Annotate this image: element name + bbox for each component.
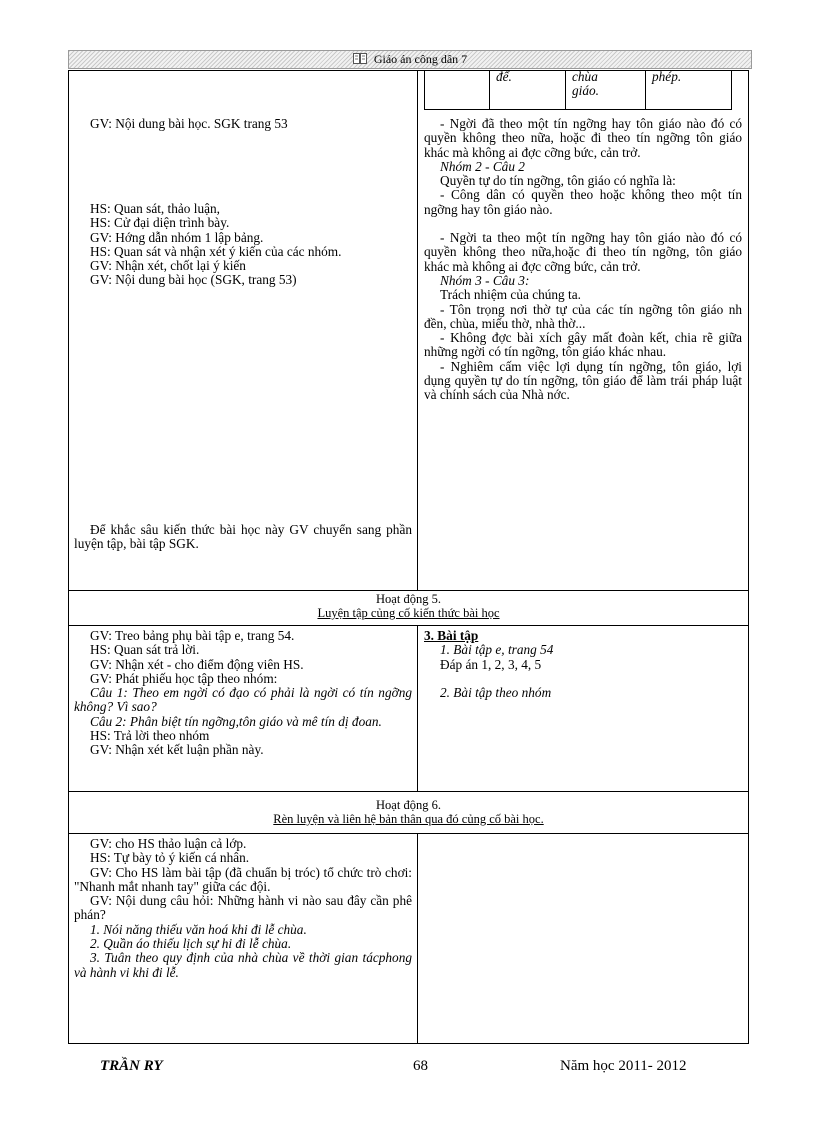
footer-author: TRẦN RY (100, 1058, 163, 1074)
text-line: GV: Cho HS làm bài tập (đã chuẩn bị tróc) tổ chức trò chơi: "Nhanh mắt nhanh tay" giữa các đội. (74, 864, 412, 894)
text-line: HS: Quan sát và nhận xét ý kiến của các nhóm. (90, 243, 342, 259)
top-mini-table (424, 70, 732, 110)
text-line: - Tôn trọng nơi thờ tự của các tín ngỡng tôn giáo nh đền, chùa, miếu thờ, nhà thờ... (424, 301, 742, 331)
answer-line: Đáp án 1, 2, 3, 4, 5 (440, 656, 542, 672)
group-heading: Nhóm 2 - Câu 2 (440, 158, 525, 174)
column-divider (417, 833, 418, 1044)
text-line: HS: Quan sát, thảo luận, (90, 201, 220, 216)
text-line: HS: Tự bày tỏ ý kiến cá nhân. (90, 850, 250, 866)
activity5-title: Hoạt động 5. (376, 592, 441, 606)
question-line: Câu 1: Theo em ngời có đạo có phải là ngời có tín ngỡng không? Vì sao? (74, 685, 412, 715)
exercise-item: 2. Bài tập theo nhóm (440, 684, 552, 700)
footer-school-year: Năm học 2011- 2012 (560, 1058, 687, 1074)
block3-left (74, 837, 412, 980)
column-divider (417, 625, 418, 791)
option-line: 1. Nói năng thiếu văn hoá khi đi lễ chùa. (90, 921, 307, 937)
text-line: - Nghiêm cấm việc lợi dụng tín ngỡng, tôn giáo, lợi dụng quyền tự do tín ngỡng, tôn giáo để làm trái pháp luật và chính sách của Nhà nớc. (424, 358, 742, 403)
block1-left-transition (74, 523, 412, 552)
mini-table-cell: đế. (489, 70, 565, 110)
block1-right (424, 117, 742, 403)
activity5-heading (68, 592, 749, 620)
text-line: HS: Quan sát trả lời. (90, 642, 200, 658)
text-line: GV: cho HS thảo luận cả lớp. (90, 836, 247, 851)
block2-left (74, 629, 412, 758)
text-line: Quyền tự do tín ngỡng, tôn giáo có nghĩa là: (440, 173, 676, 189)
text-line: GV: Nhận xét kết luận phần này. (90, 742, 264, 758)
row-divider (68, 833, 749, 834)
text-line: HS: Trả lời theo nhóm (90, 728, 210, 744)
section-title: 3. Bài tập (424, 628, 479, 643)
row-divider (68, 590, 749, 591)
block1-left (74, 117, 412, 131)
text-line: GV: Nhận xét - cho điểm động viên HS. (90, 656, 304, 672)
text-line: GV: Nội dung bài học. SGK trang 53 (90, 116, 288, 131)
text-line: - Không đợc bài xích gây mất đoàn kết, chia rẽ giữa những ngời có tín ngỡng, tôn giáo khác nhau. (424, 330, 742, 360)
text-line: Để khắc sâu kiến thức bài học này GV chuyển sang phần luyện tập, bài tập SGK. (74, 522, 412, 552)
activity6-heading (68, 798, 749, 826)
text-line: Trách nhiệm của chúng ta. (440, 287, 581, 303)
block1-left-group (74, 202, 412, 288)
document-header (68, 50, 752, 69)
activity6-subtitle: Rèn luyện và liên hệ bản thân qua đó củng cố bài học. (273, 812, 544, 826)
option-line: 2. Quần áo thiếu lịch sự hi đi lễ chùa. (90, 936, 292, 952)
column-divider (417, 70, 418, 590)
page-number: 68 (413, 1058, 428, 1074)
text-line: - Công dân có quyền theo hoặc không theo một tín ngỡng hay tôn giáo nào. (424, 187, 742, 217)
group-heading: Nhóm 3 - Câu 3: (440, 272, 530, 288)
activity6-title: Hoạt động 6. (376, 798, 441, 812)
text-line: - Ngời ta theo một tín ngỡng hay tôn giáo nào đó có quyền không theo nữa,hoặc đi theo tín ngỡng, tôn giáo khác mà không ai đợc cỡng bức, cản trở. (424, 230, 742, 274)
text-line: GV: Treo bảng phụ bài tập e, trang 54. (90, 628, 295, 643)
question-line: Câu 2: Phân biệt tín ngỡng,tôn giáo và mê tín dị đoan. (90, 713, 382, 729)
row-divider (68, 791, 749, 792)
activity5-subtitle: Luyện tập củng cố kiến thức bài học (317, 606, 500, 620)
mini-table-cell: phép. (645, 70, 733, 110)
row-divider (68, 625, 749, 626)
block2-right (424, 629, 742, 700)
text-line: GV: Hớng dẫn nhóm 1 lập bảng. (90, 229, 264, 245)
book-icon (353, 53, 367, 64)
text-line: GV: Phát phiếu học tập theo nhóm: (90, 670, 278, 686)
text-line: GV: Nội dung bài học (SGK, trang 53) (90, 272, 297, 288)
option-line: 3. Tuân theo quy định của nhà chùa về thời gian tácphong và hành vi khi đi lễ. (74, 950, 412, 980)
exercise-item: 1. Bài tập e, trang 54 (440, 642, 554, 658)
text-line: - Ngời đã theo một tín ngỡng hay tôn giáo nào đó có quyền không theo nữa, hoặc đi theo tín ngỡng tôn giáo khác mà không ai đợc cỡng bức, cản trở. (424, 116, 742, 160)
text-line: GV: Nhận xét, chốt lại ý kiến (90, 258, 246, 274)
text-line: HS: Cử đại diện trình bày. (90, 215, 230, 231)
text-line: GV: Nội dung câu hỏi: Những hành vi nào sau đây cần phê phán? (74, 893, 412, 923)
mini-table-cell: chùa giáo. (565, 70, 645, 110)
header-title: Giáo án công dân 7 (373, 52, 468, 66)
